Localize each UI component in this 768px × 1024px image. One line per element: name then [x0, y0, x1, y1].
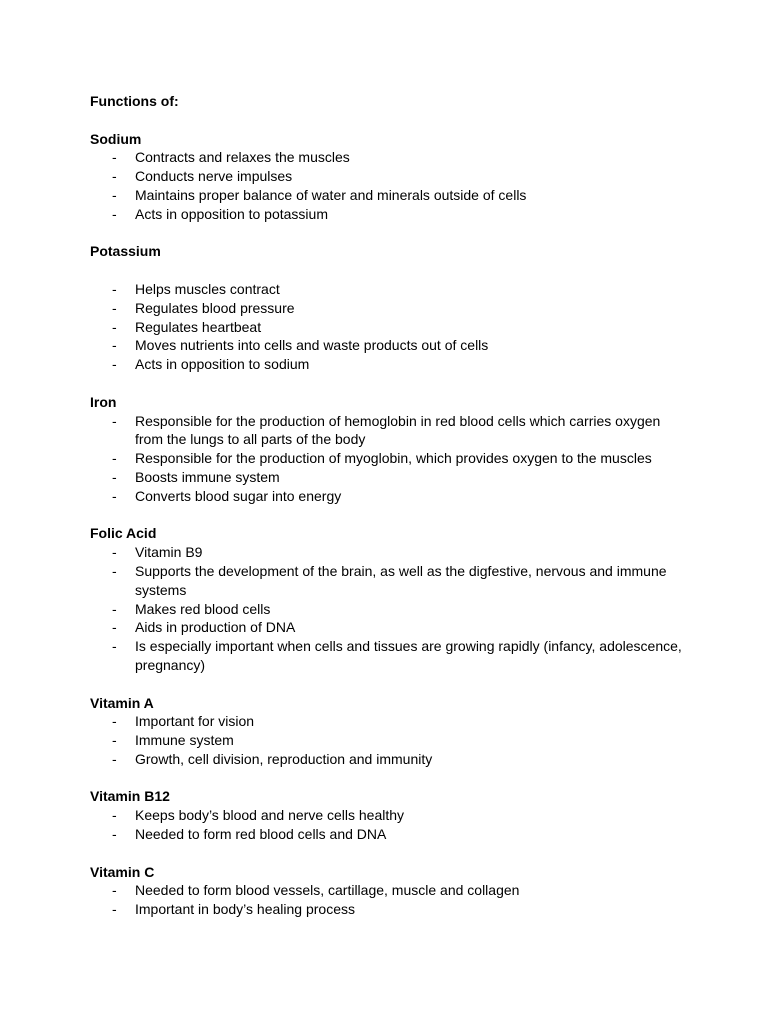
list-item-text: Makes red blood cells — [135, 600, 271, 617]
section-heading: Vitamin B12 — [90, 788, 170, 805]
list-item — [90, 167, 690, 186]
dash-bullet-icon: - — [112, 487, 117, 504]
list-item-text: Responsible for the production of hemoglobin in red blood cells which carries oxygen from the lungs to all parts of the body — [135, 412, 661, 448]
list-item — [90, 449, 690, 468]
list-item-text: Responsible for the production of myoglobin, which provides oxygen to the muscles — [135, 450, 652, 467]
dash-bullet-icon: - — [112, 337, 117, 354]
list-item-text: Vitamin B9 — [135, 544, 203, 561]
list-item — [90, 750, 690, 769]
section-potassium — [90, 242, 690, 374]
section-heading: Vitamin A — [90, 694, 154, 711]
sections-container — [90, 130, 690, 919]
list-item-text: Aids in production of DNA — [135, 619, 296, 636]
dash-bullet-icon: - — [112, 412, 117, 429]
list-item — [90, 468, 690, 487]
section-heading: Sodium — [90, 130, 142, 147]
dash-bullet-icon: - — [112, 468, 117, 485]
document-page — [90, 92, 690, 938]
bullet-list — [90, 712, 690, 768]
list-item — [90, 900, 690, 919]
list-item — [90, 186, 690, 205]
section-folic-acid — [90, 524, 690, 674]
dash-bullet-icon: - — [112, 901, 117, 918]
list-item — [90, 299, 690, 318]
list-item — [90, 148, 690, 167]
section-vitamin-c — [90, 863, 690, 919]
list-item — [90, 712, 690, 731]
list-item — [90, 562, 690, 600]
dash-bullet-icon: - — [112, 450, 117, 467]
bullet-list — [90, 280, 690, 374]
list-item — [90, 205, 690, 224]
bullet-list — [90, 806, 690, 844]
dash-bullet-icon: - — [112, 168, 117, 185]
list-item-text: Conducts nerve impulses — [135, 168, 293, 185]
list-item — [90, 487, 690, 506]
list-item — [90, 318, 690, 337]
bullet-list — [90, 881, 690, 919]
list-item-text: Keeps body’s blood and nerve cells healthy — [135, 807, 405, 824]
list-item-text: Moves nutrients into cells and waste products out of cells — [135, 337, 489, 354]
dash-bullet-icon: - — [112, 619, 117, 636]
list-item-text: Is especially important when cells and tissues are growing rapidly (infancy, adolescence, pregnancy) — [135, 638, 682, 673]
list-item-text: Helps muscles contract — [135, 280, 280, 297]
dash-bullet-icon: - — [112, 882, 117, 899]
dash-bullet-icon: - — [112, 280, 117, 297]
document-title: Functions of: — [90, 93, 179, 109]
dash-bullet-icon: - — [112, 149, 117, 166]
list-item — [90, 336, 690, 355]
list-item-text: Boosts immune system — [135, 468, 280, 485]
bullet-list — [90, 148, 690, 223]
section-heading: Vitamin C — [90, 863, 155, 880]
list-item — [90, 412, 690, 450]
list-item — [90, 881, 690, 900]
list-item-text: Immune system — [135, 732, 234, 749]
list-item — [90, 600, 690, 619]
list-item-text: Growth, cell division, reproduction and immunity — [135, 750, 433, 767]
list-item-text: Supports the development of the brain, as well as the digfestive, nervous and immune systems — [135, 562, 667, 598]
dash-bullet-icon: - — [112, 713, 117, 730]
list-item — [90, 637, 690, 675]
dash-bullet-icon: - — [112, 732, 117, 749]
list-item-text: Regulates blood pressure — [135, 299, 295, 316]
list-item — [90, 731, 690, 750]
dash-bullet-icon: - — [112, 826, 117, 843]
section-iron — [90, 393, 690, 506]
dash-bullet-icon: - — [112, 638, 117, 655]
list-item-text: Important in body’s healing process — [135, 901, 355, 918]
section-vitamin-a — [90, 694, 690, 769]
dash-bullet-icon: - — [112, 750, 117, 767]
list-item — [90, 806, 690, 825]
dash-bullet-icon: - — [112, 356, 117, 373]
list-item — [90, 618, 690, 637]
list-item — [90, 825, 690, 844]
list-item-text: Acts in opposition to potassium — [135, 205, 328, 222]
list-item-text: Acts in opposition to sodium — [135, 356, 310, 373]
dash-bullet-icon: - — [112, 807, 117, 824]
dash-bullet-icon: - — [112, 600, 117, 617]
list-item-text: Contracts and relaxes the muscles — [135, 149, 350, 166]
bullet-list — [90, 543, 690, 675]
section-sodium — [90, 130, 690, 224]
dash-bullet-icon: - — [112, 318, 117, 335]
list-item — [90, 355, 690, 374]
dash-bullet-icon: - — [112, 562, 117, 579]
list-item — [90, 543, 690, 562]
dash-bullet-icon: - — [112, 186, 117, 203]
dash-bullet-icon: - — [112, 299, 117, 316]
list-item-text: Important for vision — [135, 713, 255, 730]
dash-bullet-icon: - — [112, 205, 117, 222]
section-heading: Iron — [90, 393, 117, 410]
list-item-text: Regulates heartbeat — [135, 318, 262, 335]
list-item-text: Needed to form red blood cells and DNA — [135, 826, 387, 843]
blank-line — [90, 261, 690, 280]
list-item-text: Maintains proper balance of water and minerals outside of cells — [135, 186, 527, 203]
list-item — [90, 280, 690, 299]
list-item-text: Converts blood sugar into energy — [135, 487, 342, 504]
section-heading: Folic Acid — [90, 525, 157, 542]
list-item-text: Needed to form blood vessels, cartillage, muscle and collagen — [135, 882, 520, 899]
bullet-list — [90, 412, 690, 506]
dash-bullet-icon: - — [112, 544, 117, 561]
section-heading: Potassium — [90, 243, 161, 260]
section-vitamin-b12 — [90, 787, 690, 843]
